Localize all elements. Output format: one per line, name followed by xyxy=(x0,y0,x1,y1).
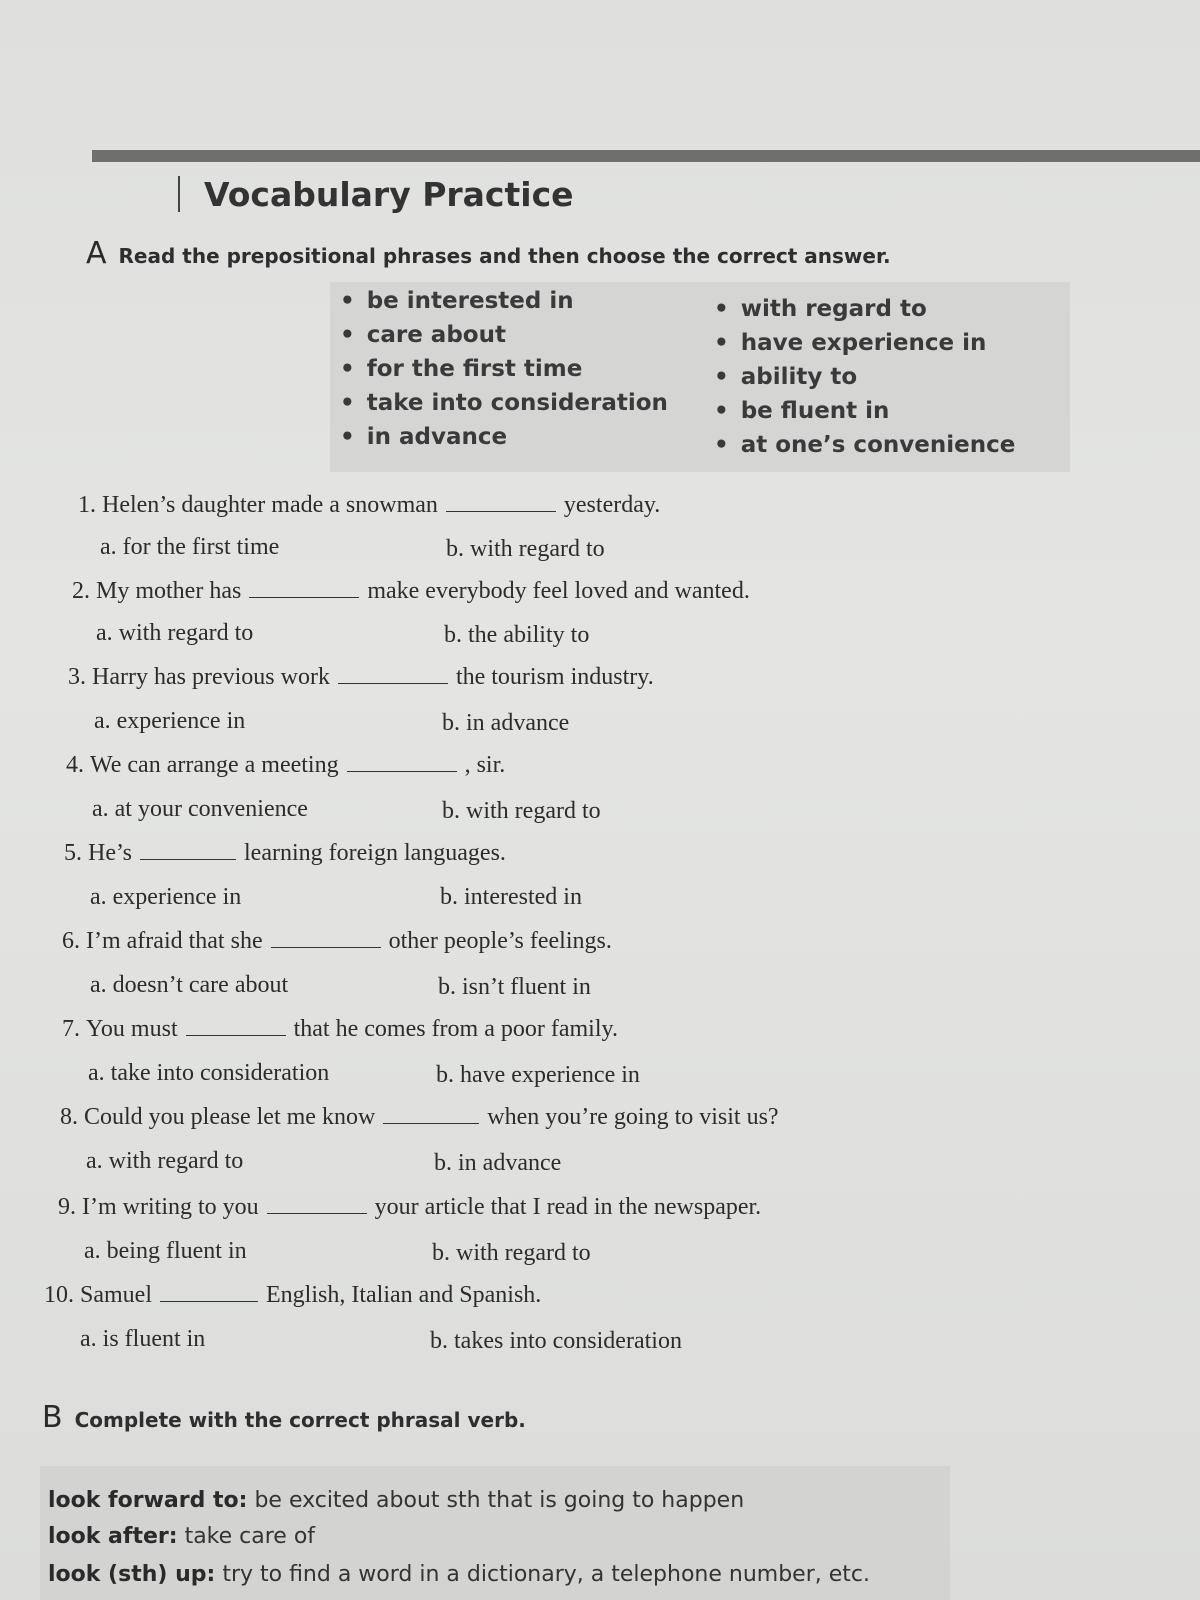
question-text-after: your article that I read in the newspaper. xyxy=(374,1194,762,1220)
question-text-before: I’m writing to you xyxy=(82,1194,259,1220)
question-2 xyxy=(72,578,750,605)
title-text: Vocabulary Practice xyxy=(204,174,574,214)
question-9 xyxy=(58,1194,761,1221)
question-number: 10. xyxy=(44,1282,74,1308)
question-text-before: He’s xyxy=(88,840,132,866)
question-number: 2. xyxy=(72,578,90,604)
question-text-before: You must xyxy=(86,1016,178,1042)
option-a: a. being fluent in xyxy=(84,1238,247,1264)
definition-meaning: try to find a word in a dictionary, a telephone number, etc. xyxy=(222,1562,870,1587)
definition-term: look forward to: xyxy=(48,1488,248,1513)
definition-meaning: be excited about sth that is going to happen xyxy=(254,1488,745,1513)
answer-blank xyxy=(186,1034,286,1036)
option-a: a. experience in xyxy=(94,708,246,734)
question-8 xyxy=(60,1104,779,1131)
question-number: 1. xyxy=(78,492,96,518)
option-b: b. the ability to xyxy=(444,622,590,648)
definition-item xyxy=(48,1562,870,1587)
header-rule xyxy=(92,150,1200,162)
option-b: b. in advance xyxy=(442,710,570,736)
question-number: 9. xyxy=(58,1194,76,1220)
question-5 xyxy=(64,840,506,867)
answer-blank xyxy=(160,1300,258,1302)
answer-blank xyxy=(271,946,381,948)
option-a: a. experience in xyxy=(90,884,242,910)
question-text-before: Samuel xyxy=(80,1282,152,1308)
question-text-after: that he comes from a poor family. xyxy=(293,1016,618,1042)
option-b: b. with regard to xyxy=(446,536,605,562)
question-number: 3. xyxy=(68,664,86,690)
question-text-after: learning foreign languages. xyxy=(244,840,506,866)
question-4 xyxy=(66,752,505,779)
question-3 xyxy=(68,664,654,691)
question-text-after: , sir. xyxy=(464,752,506,778)
section-a-instruction: Read the prepositional phrases and then choose the correct answer. xyxy=(118,244,891,268)
option-b: b. with regard to xyxy=(432,1240,591,1266)
question-text-before: I’m afraid that she xyxy=(86,928,263,954)
phrase-item: • at one’s convenience xyxy=(714,432,1015,458)
answer-blank xyxy=(347,770,457,772)
phrase-item: • have experience in xyxy=(714,330,986,356)
definitions-box xyxy=(40,1466,950,1600)
definition-item xyxy=(48,1488,744,1513)
question-text-after: the tourism industry. xyxy=(455,664,654,690)
phrase-item: • be interested in xyxy=(340,288,574,314)
question-text-after: make everybody feel loved and wanted. xyxy=(367,578,750,604)
answer-blank xyxy=(383,1122,479,1124)
title-divider xyxy=(178,176,180,212)
question-text-before: Harry has previous work xyxy=(92,664,330,690)
option-a: a. with regard to xyxy=(96,620,254,646)
option-b: b. interested in xyxy=(440,884,582,910)
option-a: a. for the first time xyxy=(100,534,280,560)
phrase-item: • for the first time xyxy=(340,356,582,382)
definition-term: look (sth) up: xyxy=(48,1562,216,1587)
option-b: b. takes into consideration xyxy=(430,1328,682,1354)
phrase-item: • take into consideration xyxy=(340,390,668,416)
answer-blank xyxy=(446,510,556,512)
question-text-after: yesterday. xyxy=(563,492,661,518)
phrase-item: • with regard to xyxy=(714,296,927,322)
option-b: b. in advance xyxy=(434,1150,562,1176)
question-number: 4. xyxy=(66,752,84,778)
page-title xyxy=(178,170,574,218)
section-b-letter: B xyxy=(42,1400,63,1435)
definition-term: look after: xyxy=(48,1524,178,1549)
question-text-after: English, Italian and Spanish. xyxy=(266,1282,542,1308)
question-number: 8. xyxy=(60,1104,78,1130)
question-1 xyxy=(78,492,660,519)
option-a: a. take into consideration xyxy=(88,1060,330,1086)
question-text-before: Could you please let me know xyxy=(84,1104,376,1130)
question-text-before: My mother has xyxy=(96,578,242,604)
phrase-item: • in advance xyxy=(340,424,507,450)
option-b: b. with regard to xyxy=(442,798,601,824)
section-a-letter: A xyxy=(86,236,107,271)
section-b-heading xyxy=(42,1400,526,1435)
option-a: a. at your convenience xyxy=(92,796,308,822)
question-10 xyxy=(44,1282,541,1309)
question-number: 7. xyxy=(62,1016,80,1042)
question-7 xyxy=(62,1016,618,1043)
phrase-item: • care about xyxy=(340,322,506,348)
question-text-after: when you’re going to visit us? xyxy=(487,1104,779,1130)
question-number: 5. xyxy=(64,840,82,866)
section-a-heading xyxy=(86,236,891,271)
option-a: a. is fluent in xyxy=(80,1326,206,1352)
option-a: a. with regard to xyxy=(86,1148,244,1174)
answer-blank xyxy=(338,682,448,684)
question-text-before: Helen’s daughter made a snowman xyxy=(102,492,438,518)
definition-meaning: take care of xyxy=(184,1524,316,1549)
answer-blank xyxy=(267,1212,367,1214)
question-text-after: other people’s feelings. xyxy=(388,928,612,954)
section-b-instruction: Complete with the correct phrasal verb. xyxy=(74,1408,526,1432)
phrase-item: • be fluent in xyxy=(714,398,889,424)
option-b: b. have experience in xyxy=(436,1062,640,1088)
answer-blank xyxy=(140,858,236,860)
definition-item xyxy=(48,1524,315,1549)
question-number: 6. xyxy=(62,928,80,954)
answer-blank xyxy=(249,596,359,598)
option-a: a. doesn’t care about xyxy=(90,972,289,998)
question-6 xyxy=(62,928,612,955)
question-text-before: We can arrange a meeting xyxy=(90,752,339,778)
phrase-box xyxy=(330,282,1070,472)
option-b: b. isn’t fluent in xyxy=(438,974,591,1000)
phrase-item: • ability to xyxy=(714,364,857,390)
